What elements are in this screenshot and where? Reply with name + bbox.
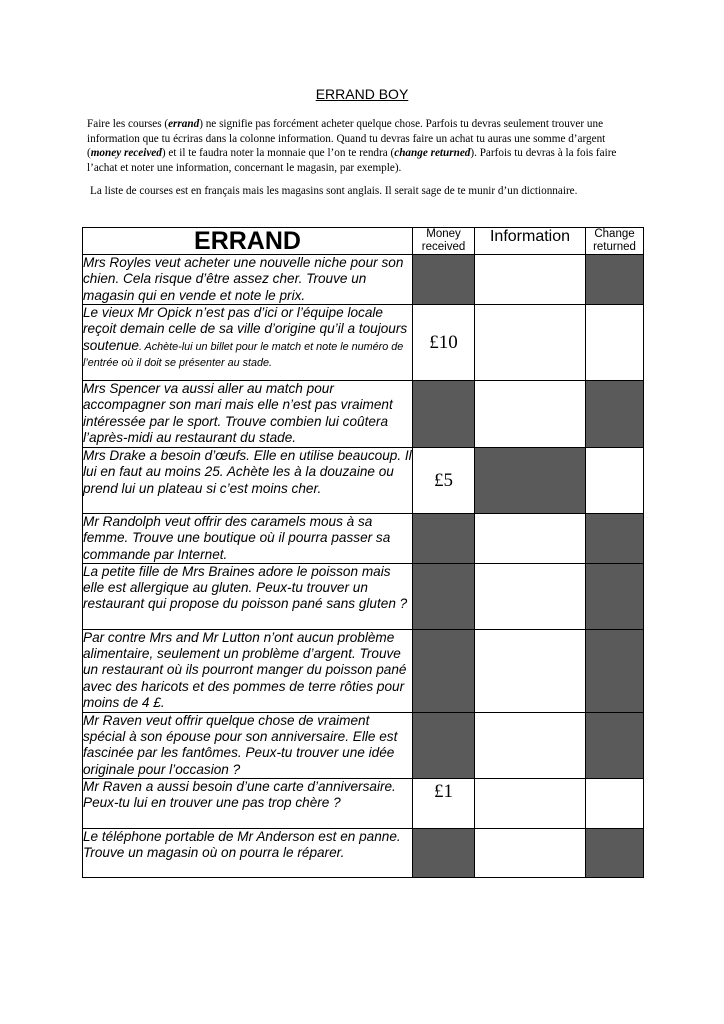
money-received-cell	[413, 514, 475, 564]
money-received-cell	[413, 381, 475, 448]
change-returned-cell	[586, 829, 644, 878]
header-change-returned	[586, 228, 644, 255]
dictionary-note: La liste de courses est en français mais les magasins sont anglais. Il serait sage de te munir d’un dictionnaire.	[90, 185, 578, 197]
table-row	[83, 448, 644, 514]
money-received-cell	[413, 629, 475, 712]
change-returned-cell	[586, 255, 644, 305]
money-received-cell	[413, 829, 475, 878]
errand-description: La petite fille de Mrs Braines adore le poisson mais elle est allergique au gluten. Peux-tu trouver un restaurant qui propose du poisson pané sans gluten ?	[83, 563, 413, 629]
errand-description: Mr Raven veut offrir quelque chose de vraiment spécial à son épouse pour son anniversaire. Elle est fascinée par les fantômes. Peux-tu trouver une idée originale pour l’occasion ?	[83, 712, 413, 778]
change-returned-cell[interactable]	[586, 305, 644, 381]
header-change-line2: returned	[593, 241, 636, 253]
money-received-cell	[413, 712, 475, 778]
intro-paragraph	[87, 117, 642, 175]
table-row	[83, 629, 644, 712]
money-received-cell	[413, 255, 475, 305]
header-money-received	[413, 228, 475, 255]
information-cell[interactable]	[475, 712, 586, 778]
intro-text-3: ) et il te faudra noter la monnaie que l’on te rendra (	[161, 147, 395, 160]
errand-description-main: Le vieux Mr Opick n’est pas d’ici or l’équipe locale reçoit demain celle de sa ville d’origine qu’il a toujours soutenue	[83, 305, 408, 353]
errand-description: Mrs Spencer va aussi aller au match pour accompagner son mari mais elle n’est pas vraiment intéressée par le sport. Trouve combien lui coûtera l’après-midi au restaurant du stade.	[83, 381, 413, 448]
money-received-cell: £1	[413, 779, 475, 829]
table-row	[83, 514, 644, 564]
table-row	[83, 255, 644, 305]
errand-description: Mrs Royles veut acheter une nouvelle niche pour son chien. Cela risque d’être assez cher. Trouve un magasin qui en vende et note le prix.	[83, 255, 413, 305]
change-returned-cell	[586, 514, 644, 564]
change-returned-cell[interactable]	[586, 779, 644, 829]
errand-description: Mr Raven a aussi besoin d’une carte d’anniversaire. Peux-tu lui en trouver une pas trop chère ?	[83, 779, 413, 829]
information-cell[interactable]	[475, 381, 586, 448]
intro-term-change-returned: change returned	[394, 147, 471, 160]
errand-table	[82, 227, 644, 878]
information-cell[interactable]	[475, 829, 586, 878]
intro-text-4: ). Parfois tu devras à la fois faire l’achat et noter une information, concernant le magasin, par exemple).	[87, 147, 617, 174]
header-information: Information	[475, 228, 586, 255]
information-cell	[475, 448, 586, 514]
information-cell[interactable]	[475, 629, 586, 712]
intro-text-2: ) ne signifie pas forcément acheter quelque chose. Parfois tu devras seulement trouver une information que tu écriras dans la colonne information. Quand tu devras faire un achat tu auras une somme d’argent (	[87, 118, 606, 160]
intro-text-1: Faire les courses (	[87, 118, 169, 130]
table-row	[83, 829, 644, 878]
errand-description: Mrs Drake a besoin d’œufs. Elle en utilise beaucoup. Il lui en faut au moins 25. Achète les à la douzaine ou prend lui un plateau si c’est moins cher.	[83, 448, 413, 514]
table-row	[83, 381, 644, 448]
table-header-row	[83, 228, 644, 255]
change-returned-cell[interactable]	[586, 448, 644, 514]
page-title: ERRAND BOY	[315, 86, 409, 102]
table-row	[83, 779, 644, 829]
information-cell[interactable]	[475, 779, 586, 829]
information-cell[interactable]	[475, 563, 586, 629]
information-cell[interactable]	[475, 514, 586, 564]
header-errand: ERRAND	[83, 228, 413, 255]
money-received-cell: £10	[413, 305, 475, 381]
table-row	[83, 305, 644, 381]
money-received-cell	[413, 563, 475, 629]
change-returned-cell	[586, 563, 644, 629]
header-money-line1: Money	[426, 228, 461, 240]
errand-description: Par contre Mrs and Mr Lutton n’ont aucun problème alimentaire, seulement un problème d’argent. Trouve un restaurant où ils pourront manger du poisson pané avec des haricots et des pommes de terre rôties pour moins de 4 £.	[83, 629, 413, 712]
money-received-cell: £5	[413, 448, 475, 514]
header-money-line2: received	[421, 241, 466, 253]
errand-description	[83, 305, 413, 381]
information-cell[interactable]	[475, 305, 586, 381]
errand-description: Le téléphone portable de Mr Anderson est en panne. Trouve un magasin où on pourra le réparer.	[83, 829, 413, 878]
change-returned-cell	[586, 381, 644, 448]
errand-description: Mr Randolph veut offrir des caramels mous à sa femme. Trouve une boutique où il pourra passer sa commande par Internet.	[83, 514, 413, 564]
table-row	[83, 712, 644, 778]
header-change-line1: Change	[594, 228, 635, 240]
errand-description-detail: . Achète-lui un billet pour le match et note le numéro de l’entrée où il doit se présenter au stade.	[83, 340, 404, 369]
intro-term-errand: errand	[168, 118, 200, 130]
change-returned-cell	[586, 712, 644, 778]
intro-term-money-received: money received	[90, 147, 162, 160]
table-row	[83, 563, 644, 629]
change-returned-cell	[586, 629, 644, 712]
information-cell[interactable]	[475, 255, 586, 305]
